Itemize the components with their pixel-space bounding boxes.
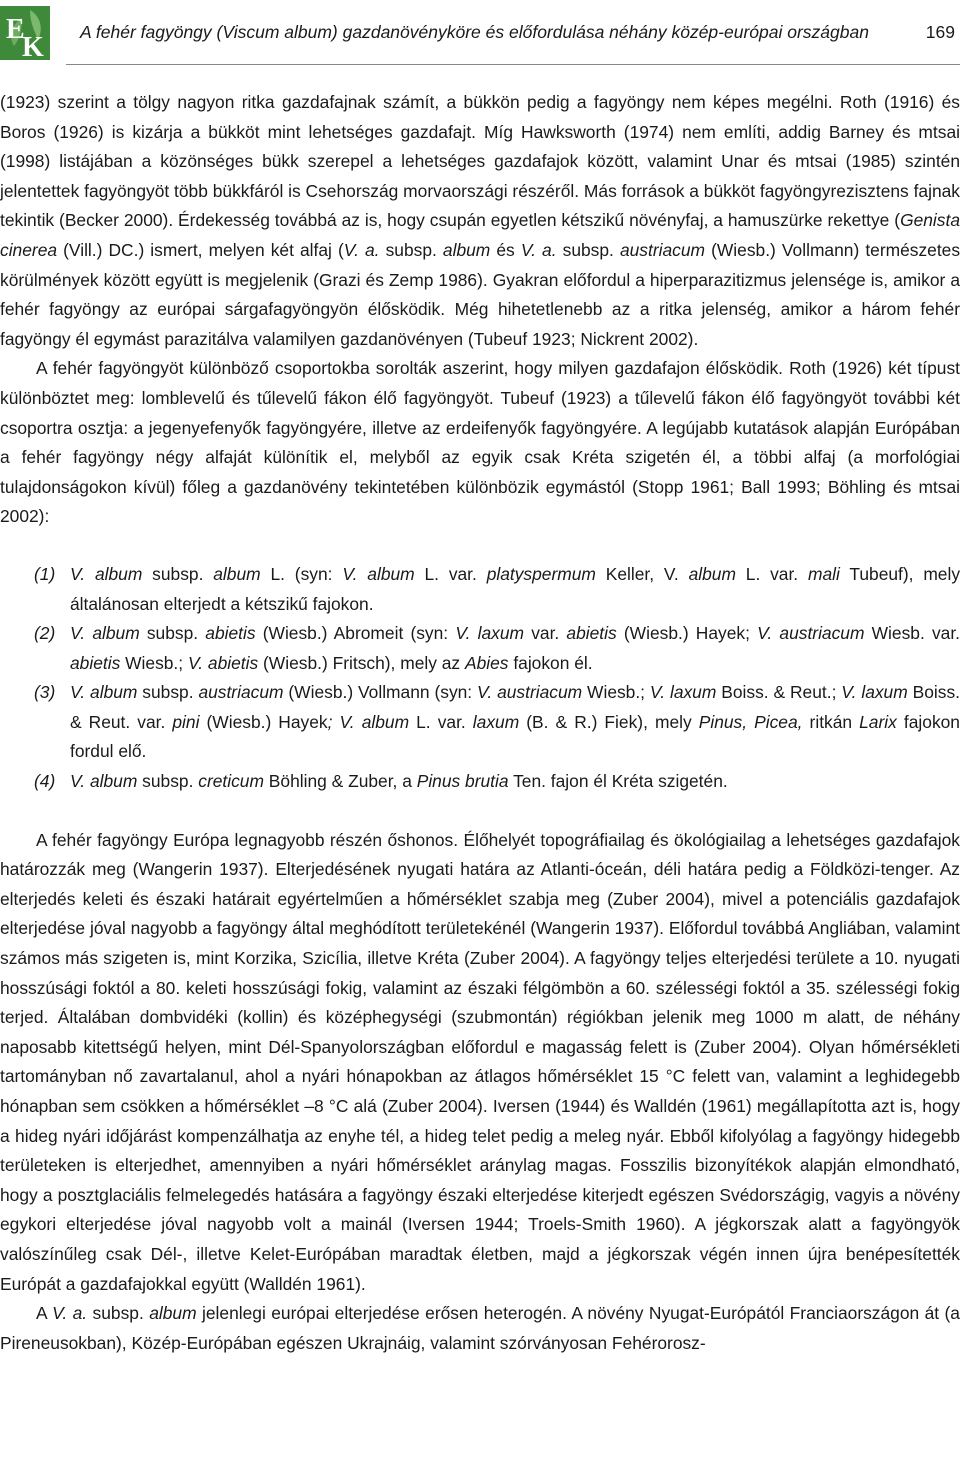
text-run: L. var. (409, 711, 473, 732)
taxon-name: Pinus, Picea, (698, 711, 803, 732)
taxon-name: V. austriacum (757, 623, 865, 644)
text-run: jelenlegi európai elterjedése erősen heterogén. A növény Nyugat-Európától Franciaországon át (a Pireneusokban), Közép-Európában egészen Ukrajnáig, valamint szórványosan Fehérorosz- (0, 1303, 960, 1353)
subspecies-number: (2) (34, 623, 56, 644)
text-run: fajokon él. (508, 652, 593, 673)
text-run: (Wiesb.) Vollmann (syn: (283, 682, 478, 703)
taxon-name: V. a. (520, 239, 557, 260)
svg-text:K: K (22, 32, 44, 60)
taxon-name: album (442, 239, 491, 260)
text-run: (Wiesb.) Fritsch), mely az (258, 652, 465, 673)
taxon-name: Larix (859, 711, 897, 732)
text-run: (Wiesb.) Hayek; (616, 623, 758, 644)
taxon-name: V. austriacum (477, 682, 583, 703)
paragraph-1 (0, 88, 960, 354)
taxon-name: album (149, 1303, 197, 1324)
text-run: L. (syn: (260, 563, 343, 584)
text-run: Tubeuf), mely általánosan elterjedt a kétszikű fajokon. (70, 563, 960, 614)
paragraph-2: A fehér fagyöngyöt különböző csoportokba sorolták aszerint, hogy milyen gazdafajon élősködik. Roth (1926) két típust különböztet meg: lomblevelű és tűlevelű fákon élő fagyöngyöt. Tubeuf (1923) a tűlevelű fákon élő fagyöngyöt további két csoportra osztja: a jegenyefenyők fagyöngyére, illetve az erdeifenyők fagyöngyére. A legújabb kutatások alapján Európában a fehér fagyöngy négy alfaját különítik el, melyből az egyik csak Kréta szigetén él, a többi alfaj (a morfológiai tulajdonságokon kívül) főleg a gazdanövény tekintetében különbözik egymástól (Stopp 1961; Ball 1993; Böhling és mtsai 2002): (0, 358, 960, 527)
taxon-name: V. laxum (455, 623, 525, 644)
subspecies-item (0, 678, 960, 767)
taxon-name: V. laxum (649, 682, 717, 703)
taxon-name: abietis (566, 623, 617, 644)
page-number: 169 (925, 22, 955, 42)
text-run: (1923) szerint a tölgy nagyon ritka gazdafajnak számít, a bükkön pedig a fagyöngy nem képes megélni. Roth (1916) és Boros (1926) is kizárja a bükköt mint lehetséges gazdafajt. Míg Hawksworth (1974) nem említi, addig Barney és mtsai (1998) listájában a közönséges bükk szerepel a lehetséges gazdafajok között, valamint Unar és mtsai (1985) szintén jelentettek fagyöngyöt több bükkfáról is Csehország morvaországi részéről. Más források a bükköt fagyöngyrezisztens fajnak tekintik (Becker 2000). Érdekesség továbbá az is, hogy csupán egyetlen kétszikű növényfaj, a hamuszürke rekettye ( (0, 92, 960, 231)
text-run: Boiss. & Reut.; (716, 682, 842, 703)
text-run: fajokon fordul elő. (70, 711, 960, 762)
subspecies-number: (4) (34, 771, 56, 792)
subspecies-item (0, 560, 960, 619)
text-run: subsp. (137, 682, 199, 703)
taxon-name: album (213, 563, 261, 584)
text-run: Böhling & Zuber, a (263, 771, 417, 792)
text-run: A (36, 1303, 53, 1324)
text-run: L. var. (735, 563, 808, 584)
text-run: var. (524, 623, 567, 644)
taxon-name: abietis (205, 623, 256, 644)
paragraph-3: A fehér fagyöngy Európa legnagyobb részén őshonos. Élőhelyét topográfiailag és ökológiailag a lehetséges gazdafajok határozzák meg (Wangerin 1937). Elterjedésének nyugati határa az Atlanti-óceán, déli határa pedig a Földközi-tenger. Az elterjedés keleti és északi határait egyértelműen a hőmérséklet szabja meg (Zuber 2004), mivel a potenciális gazdafajok elterjedése jóval nagyobb a fagyöngy által meghódított területekénél (Wangerin 1937). Előfordul továbbá Angliában, valamint számos más szigeten is, mint Korzika, Szicília, illetve Kréta (Zuber 2004). A fagyöngy teljes elterjedési területe a 10. nyugati hosszúsági foktól a 80. keleti hosszúsági fokig, valamint az északi félgömbön a 60. szélességi foktól a 35. szélességi fokig terjed. Általában dombvidéki (kollin) és középhegységi (szubmontán) régiókban jelenik meg 1000 m alatt, de néhány naposabb kitettségű helyen, mint Dél-Spanyolországban előfordul e magasság felett is (Zuber 2004). Olyan hőmérsékleti tartományban nő zavartalanul, ahol a nyári hónapokban az átlagos hőmérséklet 15 °C felett van, valamint a leghidegebb hónapban sem csökken a hőmérséklet –8 °C alá (Zuber 2004). Iversen (1944) és Walldén (1961) megállapította azt is, hogy a hideg nyári időjárást kompenzálhatja az enyhe tél, a hideg telet pedig a meleg nyár. Ebből kifolyólag a fagyöngy hidegebb területeken is elterjedhet, amennyiben a nyári hőmérséklet aránylag magas. Fosszilis bizonyítékok alapján elmondható, hogy a posztglaciális felmelegedés hatására a fagyöngy északi elterjedése kiterjedt egészen Svédországig, vagyis a növény egykori elterjedése jóval nagyobb volt a mainál (Iversen 1944; Troels-Smith 1960). A jégkorszak alatt a fagyöngyök valószínűleg csak Dél-, illetve Kelet-Európában maradtak életben, majd a jégkorszak végén innen újra benépesítették Európát a gazdafajokkal együtt (Walldén 1961). (0, 829, 960, 1294)
text-run: (Vill.) DC.) ismert, melyen két alfaj ( (57, 239, 344, 260)
text-run: subsp. (139, 623, 206, 644)
text-run: Keller, V. (595, 563, 689, 584)
taxon-name: pini (172, 711, 200, 732)
subspecies-list (0, 560, 960, 797)
subspecies-number: (3) (34, 682, 56, 703)
taxon-name: abietis (70, 652, 121, 673)
taxon-name: austriacum (198, 682, 284, 703)
taxon-name: Abies (464, 652, 509, 673)
text-run: (Wiesb.) Abromeit (syn: (255, 623, 456, 644)
text-run: és (490, 239, 521, 260)
svg-text:E: E (6, 14, 25, 45)
taxon-name: V. album (342, 563, 415, 584)
taxon-name: V. a. (343, 239, 380, 260)
taxon-name: album (688, 563, 736, 584)
subspecies-number: (1) (34, 563, 56, 584)
text-run: (B. & R.) Fiek), mely (519, 711, 699, 732)
text-run: subsp. (142, 563, 214, 584)
taxon-name: V. album (70, 771, 138, 792)
subspecies-item (0, 619, 960, 678)
taxon-name: Genista cinerea (0, 210, 960, 260)
paragraph-4 (0, 1299, 960, 1358)
taxon-name: V. album (70, 563, 143, 584)
text-run: Wiesb.; (120, 652, 188, 673)
subspecies-item (0, 767, 960, 797)
article-body (0, 88, 960, 1358)
text-run: ritkán (802, 711, 860, 732)
text-run: subsp. (137, 771, 199, 792)
running-header-title: A fehér fagyöngy (Viscum album) gazdanövényköre és előfordulása néhány közép-európai országban (80, 22, 869, 42)
text-run: (Wiesb.) Vollmann) természetes körülmények között együtt is megjelenik (Grazi és Zemp 1986). Gyakran előfordul a hiperparazitizmus jelensége is, amikor a fehér fagyöngy az európai sárgafagyöngyön élősködik. Még hihetetlenebb az a ritka jelenség, amikor a három fehér fagyöngy él egymást parazitálva valamilyen gazdanövényen (Tubeuf 1923; Nickrent 2002). (0, 239, 960, 349)
text-run: Boiss. & Reut. var. (70, 682, 960, 732)
taxon-name: V. album (70, 682, 138, 703)
text-run: subsp. (556, 239, 620, 260)
taxon-name: creticum (198, 771, 264, 792)
journal-logo-icon (0, 6, 50, 60)
header-divider (66, 64, 960, 65)
text-run: subsp. (379, 239, 443, 260)
text-run: subsp. (87, 1303, 150, 1324)
text-run: Ten. fajon él Kréta szigetén. (508, 771, 728, 792)
journal-logo (0, 6, 50, 60)
taxon-name: platyspermum (486, 563, 596, 584)
taxon-name: V. abietis (187, 652, 259, 673)
text-run: Wiesb.; (582, 682, 650, 703)
taxon-name: Pinus brutia (416, 771, 509, 792)
taxon-name: austriacum (619, 239, 706, 260)
taxon-name: V. laxum (841, 682, 908, 703)
taxon-name: laxum (472, 711, 520, 732)
taxon-name: V. album (70, 623, 140, 644)
text-run: L. var. (414, 563, 487, 584)
taxon-name: mali (807, 563, 840, 584)
text-run: Wiesb. var. (864, 623, 960, 644)
taxon-name: ; V. album (327, 711, 410, 732)
taxon-name: V. a. (52, 1303, 88, 1324)
text-run: (Wiesb.) Hayek (199, 711, 328, 732)
